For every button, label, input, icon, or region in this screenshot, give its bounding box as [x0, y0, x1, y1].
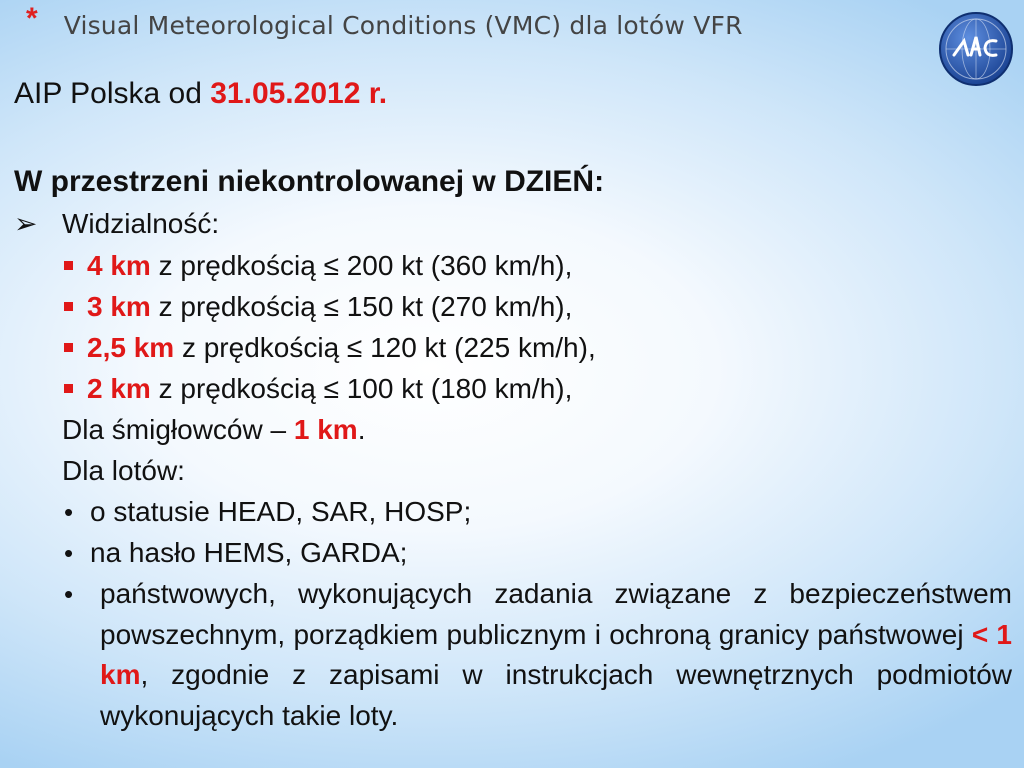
title-star-icon: *	[26, 2, 38, 35]
section-heading: W przestrzeni niekontrolowanej w DZIEŃ:	[14, 165, 605, 198]
visibility-text: z prędkością ≤ 100 kt (180 km/h),	[150, 373, 573, 404]
list-item: o statusie HEAD, SAR, HOSP;	[90, 496, 472, 527]
list-item	[64, 369, 572, 409]
arrow-bullet-icon: ➢	[14, 208, 38, 239]
visibility-text: z prędkością ≤ 150 kt (270 km/h),	[150, 291, 573, 322]
aip-date: 31.05.2012 r.	[210, 77, 388, 110]
aip-intro	[14, 74, 387, 114]
dot-bullet-icon: •	[64, 579, 74, 609]
title-text: Visual Meteorological Conditions (VMC) dla lotów VFR	[63, 10, 743, 40]
square-bullet-icon	[64, 384, 73, 393]
visibility-text: z prędkością ≤ 120 kt (225 km/h),	[174, 332, 596, 363]
list-item	[64, 328, 596, 368]
square-bullet-icon	[64, 261, 73, 270]
dot-bullet-icon: •	[64, 538, 74, 568]
visibility-value: 2 km	[87, 373, 151, 404]
square-bullet-icon	[64, 302, 73, 311]
state-flights-value: < 1 km	[100, 618, 1013, 690]
square-bullet-icon	[64, 343, 73, 352]
helicopters-line	[62, 410, 365, 450]
visibility-value: 4 km	[87, 250, 151, 281]
visibility-text: z prędkością ≤ 200 kt (360 km/h),	[150, 250, 573, 281]
flights-label: Dla lotów:	[62, 455, 185, 486]
state-flights-text-before: państwowych, wykonujących zadania związane z bezpieczeństwem powszechnym, porządkiem publicznym i ochroną granicy państwowej	[100, 578, 1012, 650]
visibility-value: 3 km	[87, 291, 151, 322]
helicopters-prefix: Dla śmigłowców –	[62, 414, 294, 445]
state-flights-text-after: , zgodnie z zapisami w instrukcjach wewnętrznych podmiotów wykonujących takie loty.	[100, 659, 1012, 731]
helicopters-value: 1 km	[293, 414, 358, 445]
slide-title	[26, 0, 743, 50]
aeroclub-logo-icon	[938, 11, 1014, 87]
state-flights-paragraph	[100, 574, 1012, 736]
aip-intro-prefix: AIP Polska od	[14, 77, 211, 110]
visibility-label: Widzialność:	[62, 208, 220, 239]
list-item	[64, 246, 572, 286]
helicopters-suffix: .	[357, 414, 366, 445]
list-item	[64, 287, 572, 327]
dot-bullet-icon: •	[64, 497, 74, 527]
visibility-value: 2,5 km	[87, 332, 175, 363]
list-item: na hasło HEMS, GARDA;	[90, 537, 408, 568]
